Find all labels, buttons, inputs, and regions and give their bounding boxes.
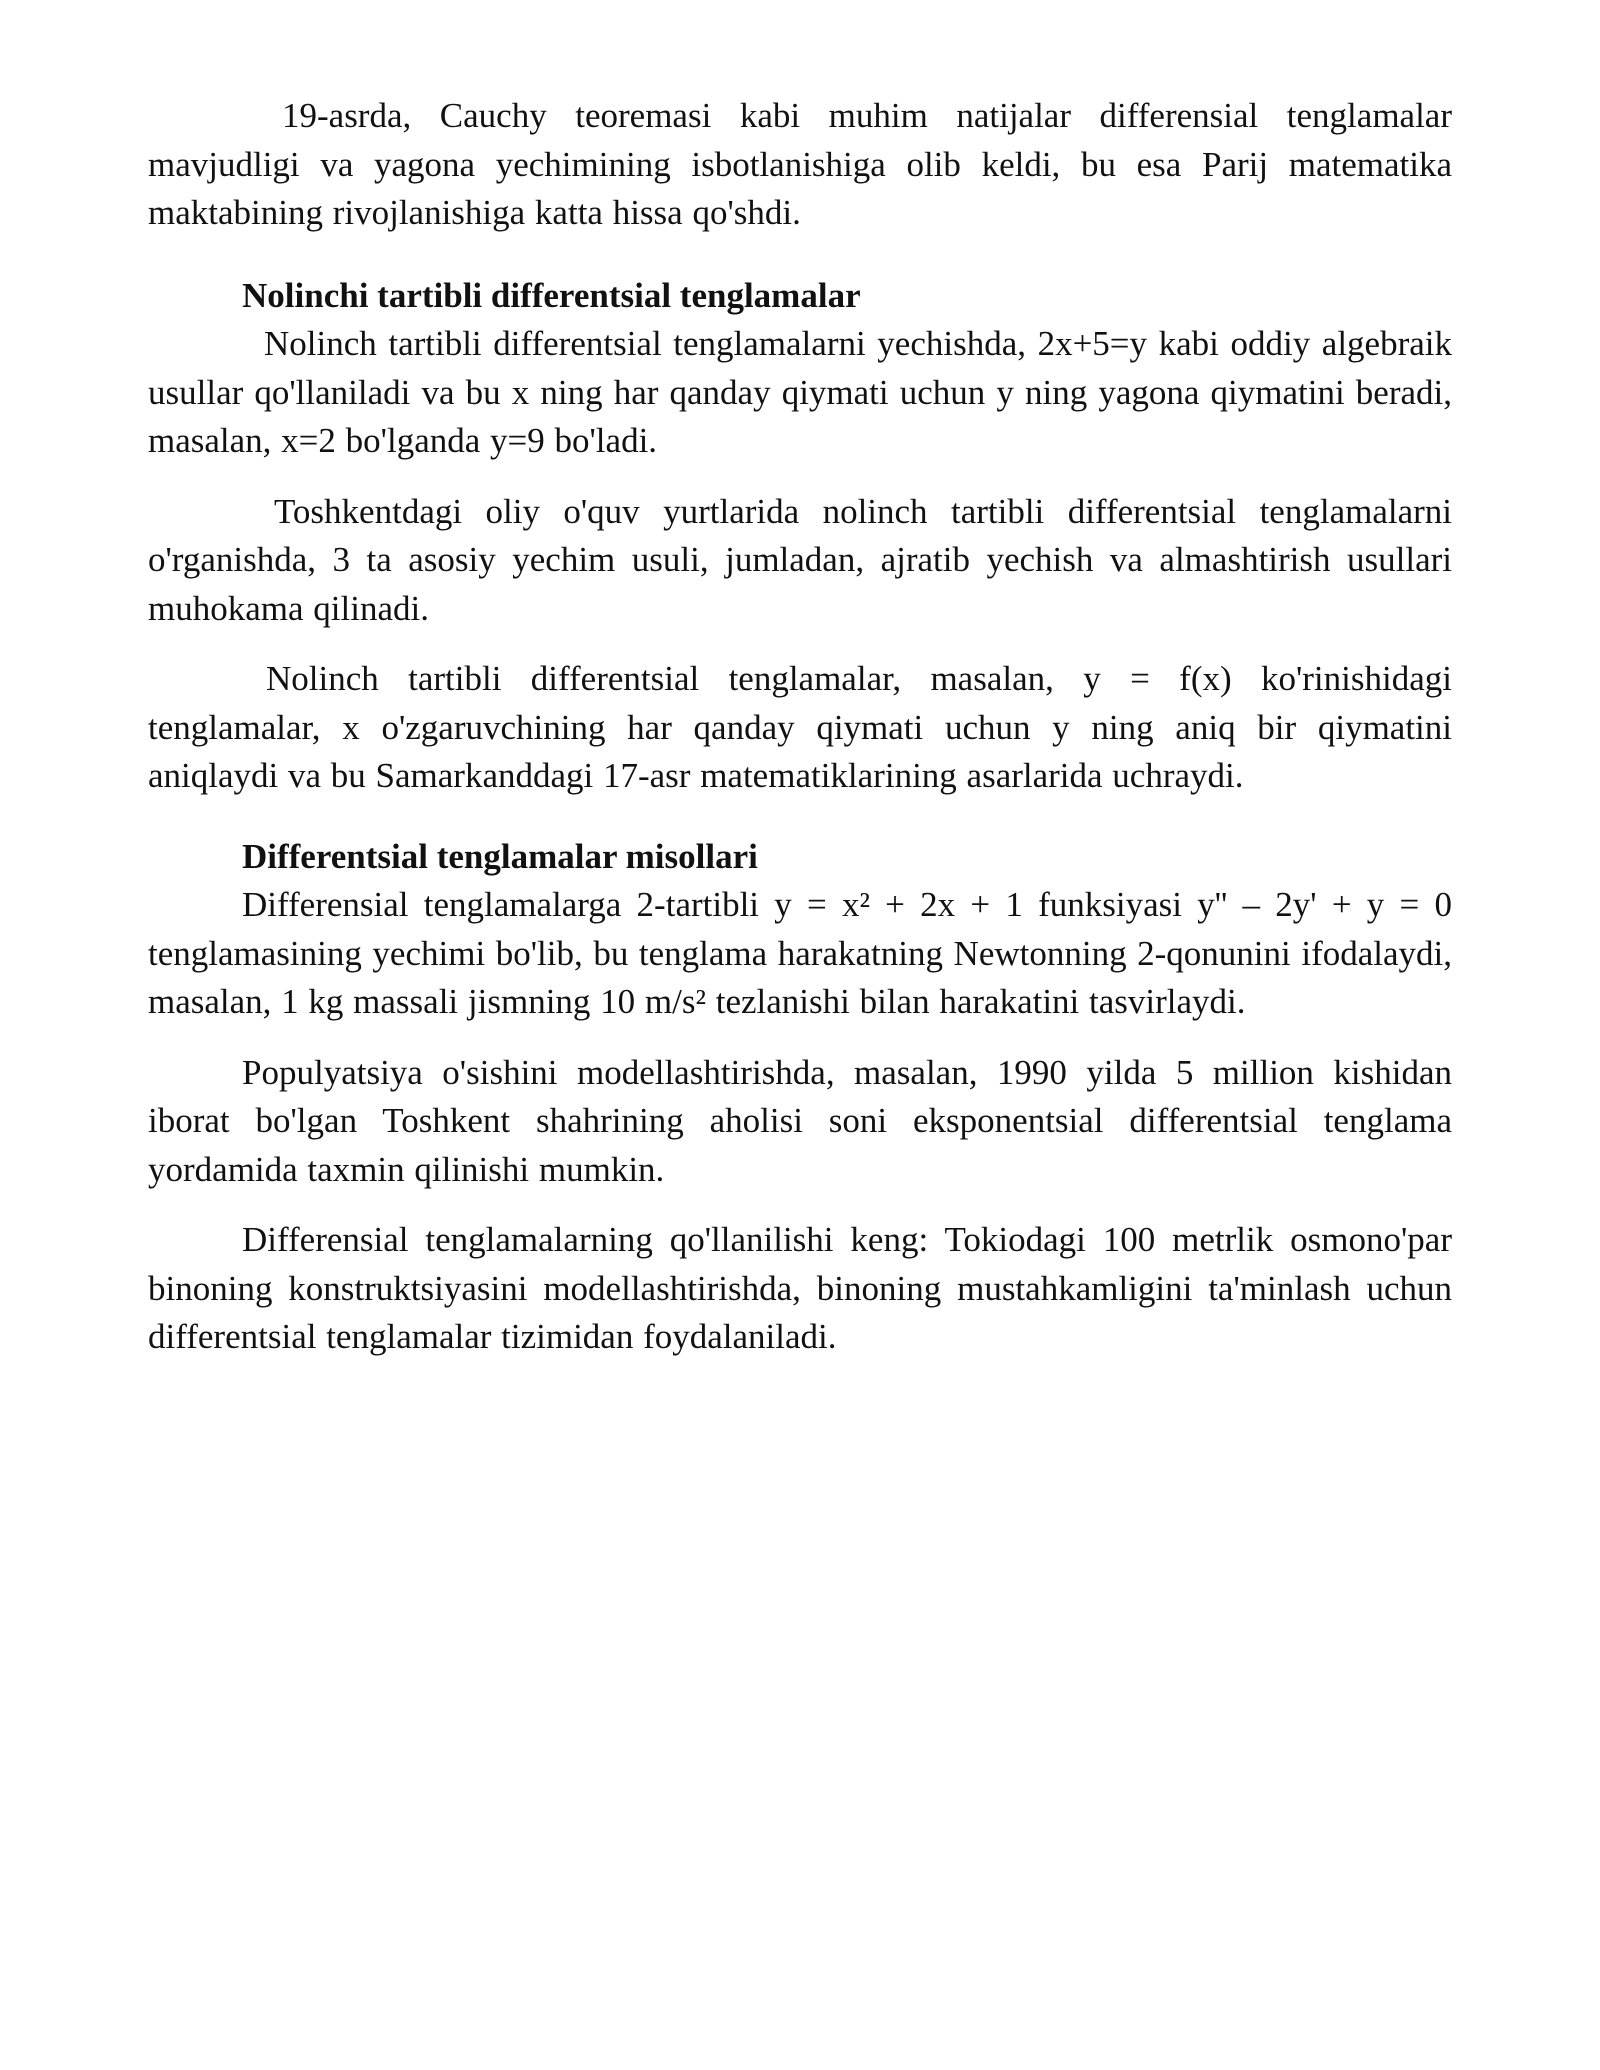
paragraph-toshkent-methods: Toshkentdagi oliy o'quv yurtlarida nolinch tartibli differentsial tenglamalarni o'rganishda, 3 ta asosiy yechim usuli, jumladan, ajratib yechish va almashtirish usullari muhokama qilinadi. [148, 491, 1452, 628]
paragraph-population: Populyatsiya o'sishini modellashtirishda, masalan, 1990 yilda 5 million kishidan iborat bo'lgan Toshkent shahrining aholisi soni eksponentsial differentsial tenglama yordamida taxmin qilinishi mumkin. [148, 1052, 1452, 1189]
spacer [148, 1194, 1452, 1216]
spacer [148, 1027, 1452, 1049]
paragraph-cauchy: 19-asrda, Cauchy teoremasi kabi muhim natijalar differensial tenglamalar mavjudligi va yagona yechimining isbotlanishiga olib keldi, bu esa Parij matematika maktabining rivojlanishiga katta hissa qo'shdi. [148, 96, 1452, 232]
paragraph-newton: Differensial tenglamalarga 2-tartibli y = x² + 2x + 1 funksiyasi y'' – 2y' + y = 0 tenglamasining yechimi bo'lib, bu tenglama harakatning Newtonning 2-qonunini ifodalaydi, masalan, 1 kg massali jismning 10 m/s² tezlanishi bilan harakatini tasvirlaydi. [148, 885, 1452, 1021]
paragraph-samarkand: Nolinch tartibli differentsial tenglamalar, masalan, y = f(x) ko'rinishidagi tenglamalar, x o'zgaruvchining har qanday qiymati uchun y ning aniq bir qiymatini aniqlaydi va bu Samarkanddagi 17-asr matematiklarining asarlarida uchraydi. [148, 659, 1452, 795]
document-page [148, 92, 1452, 1362]
spacer [148, 801, 1452, 833]
paragraph-nolinch-algebraic: Nolinch tartibli differentsial tenglamalarni yechishda, 2x+5=y kabi oddiy algebraik usullar qo'llaniladi va bu x ning har qanday qiymati uchun y ning yagona qiymatini beradi, masalan, x=2 bo'lganda y=9 bo'ladi. [148, 324, 1452, 460]
spacer [148, 633, 1452, 655]
heading-nolinchi: Nolinchi tartibli differentsial tenglamalar [242, 275, 861, 315]
spacer [148, 466, 1452, 488]
heading-misollari: Differentsial tenglamalar misollari [242, 836, 758, 876]
spacer [148, 238, 1452, 272]
paragraph-tokyo-building: Differensial tenglamalarning qo'llanilishi keng: Tokiodagi 100 metrlik osmono'par binoning konstruktsiyasini modellashtirishda, binoning mustahkamligini ta'minlash uchun differentsial tenglamalar tizimidan foydalaniladi. [148, 1220, 1452, 1356]
